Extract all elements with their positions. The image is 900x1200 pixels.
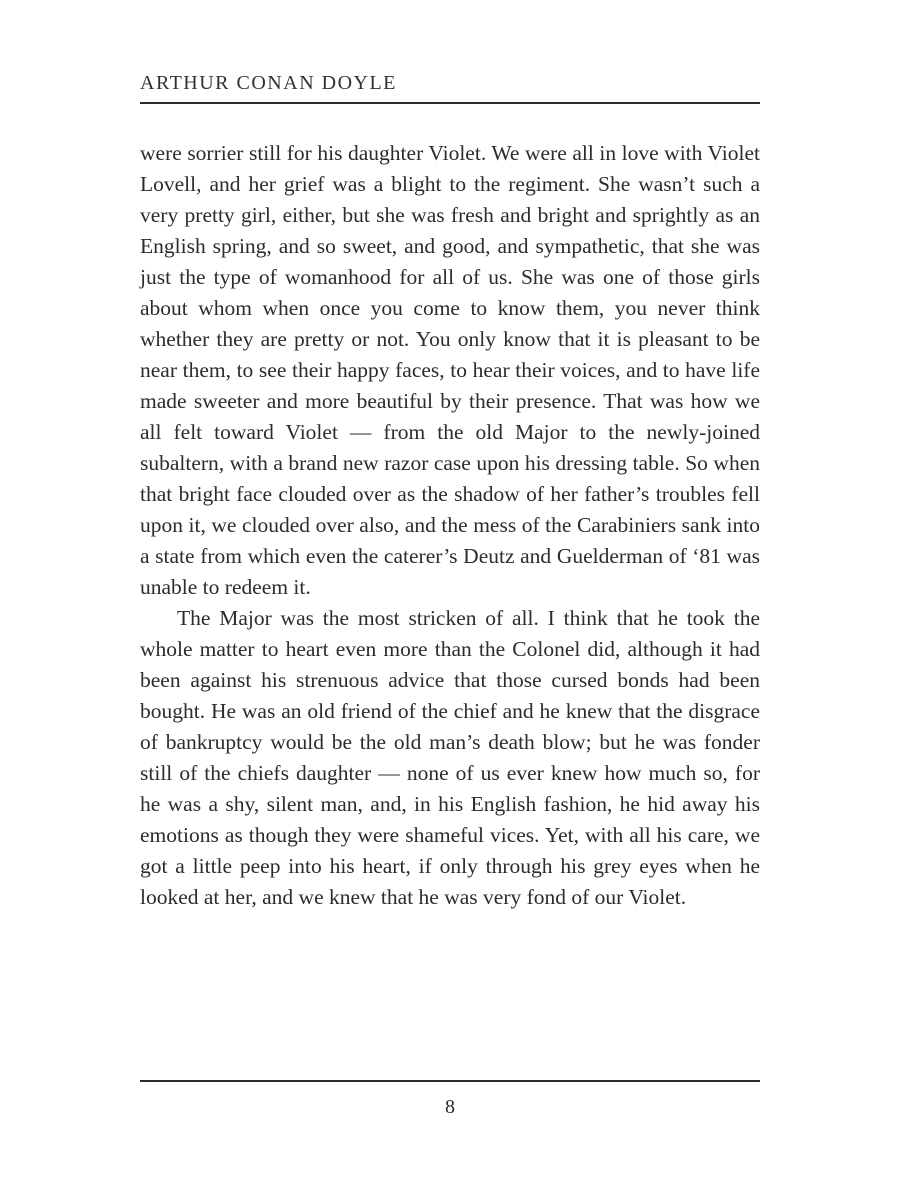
page-footer xyxy=(140,1080,760,1119)
header-rule xyxy=(140,102,760,104)
page-number: 8 xyxy=(445,1096,455,1118)
body-text xyxy=(140,138,760,913)
text-column xyxy=(140,0,760,913)
paragraph: were sorrier still for his daughter Violet. We were all in love with Violet Lovell, and her grief was a blight to the regiment. She wasn’t such a very pretty girl, either, but she was fresh and bright and sprightly as an English spring, and so sweet, and good, and sympathetic, that she was just the type of womanhood for all of us. She was one of those girls about whom when once you come to know them, you never think whether they are pretty or not. You only know that it is pleasant to be near them, to see their happy faces, to hear their voices, and to have life made sweeter and more beautiful by their presence. That was how we all felt toward Violet — from the old Major to the newly-joined subaltern, with a brand new razor case upon his dressing table. So when that bright face clouded over as the shadow of her father’s troubles fell upon it, we clouded over also, and the mess of the Carabiniers sank into a state from which even the caterer’s Deutz and Guelderman of ‘81 was unable to redeem it. xyxy=(140,141,760,599)
running-header xyxy=(140,72,760,104)
running-header-author: ARTHUR CONAN DOYLE xyxy=(140,72,397,94)
paragraph: The Major was the most stricken of all. I think that he took the whole matter to heart even more than the Colonel did, although it had been against his strenuous advice that those cursed bonds had been bought. He was an old friend of the chief and he knew that the disgrace of bankruptcy would be the old man’s death blow; but he was fonder still of the chiefs daughter — none of us ever knew how much so, for he was a shy, silent man, and, in his English fashion, he hid away his emotions as though they were shameful vices. Yet, with all his care, we got a little peep into his heart, if only through his grey eyes when he looked at her, and we knew that he was very fond of our Violet. xyxy=(140,606,760,909)
footer-rule xyxy=(140,1080,760,1082)
